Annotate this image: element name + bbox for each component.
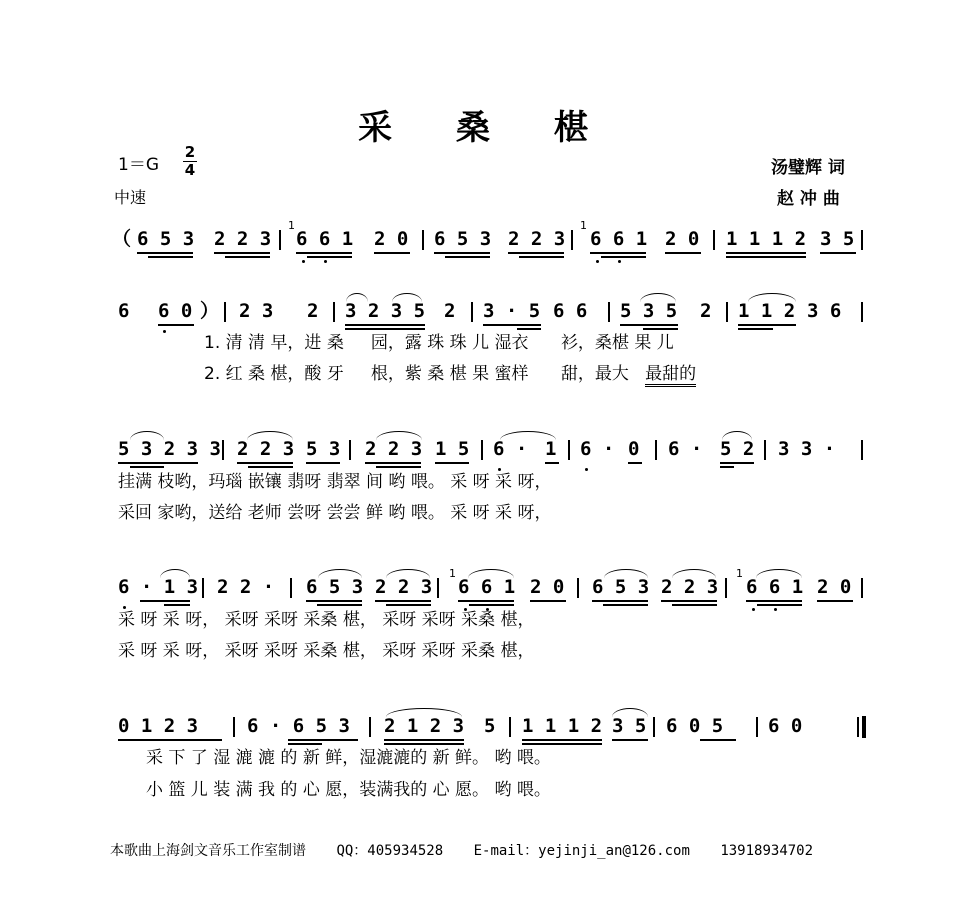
lyric-text: 甜，最大 (560, 364, 629, 384)
note-group: 6 · 6 5 3 (247, 715, 350, 737)
note-group: 2 2 3 (237, 438, 295, 460)
note-group: 2 2 3 (661, 576, 719, 598)
note-group: 2 3 (239, 300, 274, 322)
score-row-3 (0, 438, 972, 468)
note-group: 1 1 2 (738, 300, 796, 322)
note-group: 3 6 (807, 300, 842, 322)
note-group: 2 2 3 (365, 438, 423, 460)
note-group: 2 2 3 (375, 576, 433, 598)
note-group: 0 1 2 3 (118, 715, 199, 737)
lyric-text: 1. 清 清 早，进 桑 (204, 333, 344, 353)
lyric-text: 最甜的 (645, 364, 696, 387)
note-group: 6 6 1 (296, 228, 354, 250)
note-group: 6 6 1 (458, 576, 516, 598)
song-title: 采 桑 椹 (358, 108, 614, 148)
note-group: 2 (700, 300, 712, 322)
lyric-verse-1: 采 呀 采 呀， 采呀 采呀 采桑 椹， 采呀 采呀 采桑 椹， (118, 610, 535, 630)
note-group: 2 2 3 (214, 228, 272, 250)
note-group: 2 (307, 300, 319, 322)
note-group: 1 5 (435, 438, 470, 460)
lyric-verse-2 (204, 364, 696, 384)
note-group: 6 0 5 (666, 715, 724, 737)
qq-contact: QQ：405934528 (336, 843, 444, 859)
note-group: 6 · (580, 438, 615, 460)
note-group: 5 (484, 715, 496, 737)
note-group: 3 · 5 (483, 300, 541, 322)
tempo-marking: 中速 (114, 188, 147, 207)
lyric-verse-2: 小 篮 儿 装 满 我 的 心 愿，装满我的 心 愿。 哟 喂。 (146, 780, 551, 800)
grace-note: 1 (736, 567, 743, 580)
note-group: 2 1 2 3 (384, 715, 465, 737)
note-group: 2 2 3 (508, 228, 566, 250)
note-group: 2 0 (530, 576, 565, 598)
note-group: 3 2 3 5 (345, 300, 426, 322)
close-paren: ） (200, 300, 220, 322)
lyric-text: 衫，桑椹 果 儿 (560, 333, 674, 353)
note-group: 6 6 1 (590, 228, 648, 250)
note-group: 5 3 5 (620, 300, 678, 322)
email-contact: E-mail：yejinji_an@126.com (473, 843, 690, 859)
studio-credit: 本歌曲上海剑文音乐工作室制谱 (110, 843, 306, 859)
note-group: 5 3 2 3 3 (118, 438, 221, 460)
note-group: 6 5 3 (306, 576, 364, 598)
grace-note: 1 (580, 219, 587, 232)
note-group: 6 5 3 (592, 576, 650, 598)
note-group: 6 · 1 3 (118, 576, 199, 598)
lyric-verse-2: 采 呀 采 呀， 采呀 采呀 采桑 椹， 采呀 采呀 采桑 椹， (118, 641, 535, 661)
phone-contact: 13918934702 (720, 843, 814, 859)
note-group: 5 3 (306, 438, 341, 460)
key-signature: 1＝G (118, 155, 159, 175)
open-paren: （ (112, 228, 132, 250)
lyric-verse-1: 挂满 枝哟，玛瑙 嵌镶 翡呀 翡翠 间 哟 喂。 采 呀 采 呀， (118, 472, 552, 492)
note-group: 1 1 1 2 (726, 228, 807, 250)
score-row-1 (0, 219, 972, 258)
composer-credit: 赵 冲 曲 (777, 189, 840, 209)
note-group: 6 6 1 (746, 576, 804, 598)
lyric-verse-1 (204, 333, 674, 353)
note-group: 6 0 (768, 715, 803, 737)
note-group: 6 · (493, 438, 528, 460)
footer-credits (110, 840, 835, 860)
note-group: 1 (545, 438, 557, 460)
grace-note: 1 (449, 567, 456, 580)
note-group: 2 0 (374, 228, 409, 250)
lyric-text: 2. 红 桑 椹，酸 牙 (204, 364, 344, 384)
lyric-verse-2: 采回 家哟，送给 老师 尝呀 尝尝 鲜 哟 喂。 采 呀 采 呀， (118, 503, 552, 523)
note-group: 6 (118, 300, 130, 322)
note-group: 3 5 (820, 228, 855, 250)
note-group: 3 5 (612, 715, 647, 737)
lyric-verse-1: 采 下 了 湿 漉 漉 的 新 鲜，湿漉漉的 新 鲜。 哟 喂。 (146, 748, 551, 768)
lyric-text: 园，露 珠 珠 儿 湿衣 (370, 333, 529, 353)
note-group: 6 5 3 (137, 228, 195, 250)
time-signature-top: 2 (184, 143, 196, 161)
lyric-text: 根，紫 桑 椹 果 蜜样 (370, 364, 529, 384)
note-group: 6 6 (553, 300, 588, 322)
time-signature (183, 145, 197, 178)
note-group: 3 3 · (778, 438, 836, 460)
score-row-2 (0, 300, 972, 330)
note-group: 6 5 3 (434, 228, 492, 250)
note-group: 6 0 (158, 300, 193, 322)
note-group: 1 1 1 2 (522, 715, 603, 737)
note-group: 2 (444, 300, 456, 322)
note-group: 2 0 (817, 576, 852, 598)
score-row-4 (0, 567, 972, 606)
note-group: 6 · (668, 438, 703, 460)
lyricist-credit: 汤璧辉 词 (771, 158, 845, 178)
grace-note: 1 (288, 219, 295, 232)
note-group: 5 2 (720, 438, 755, 460)
note-group: 2 2 · (217, 576, 275, 598)
note-group: 0 (628, 438, 640, 460)
note-group: 2 0 (665, 228, 700, 250)
score-row-5 (0, 715, 972, 745)
time-signature-bottom: 4 (184, 161, 196, 179)
